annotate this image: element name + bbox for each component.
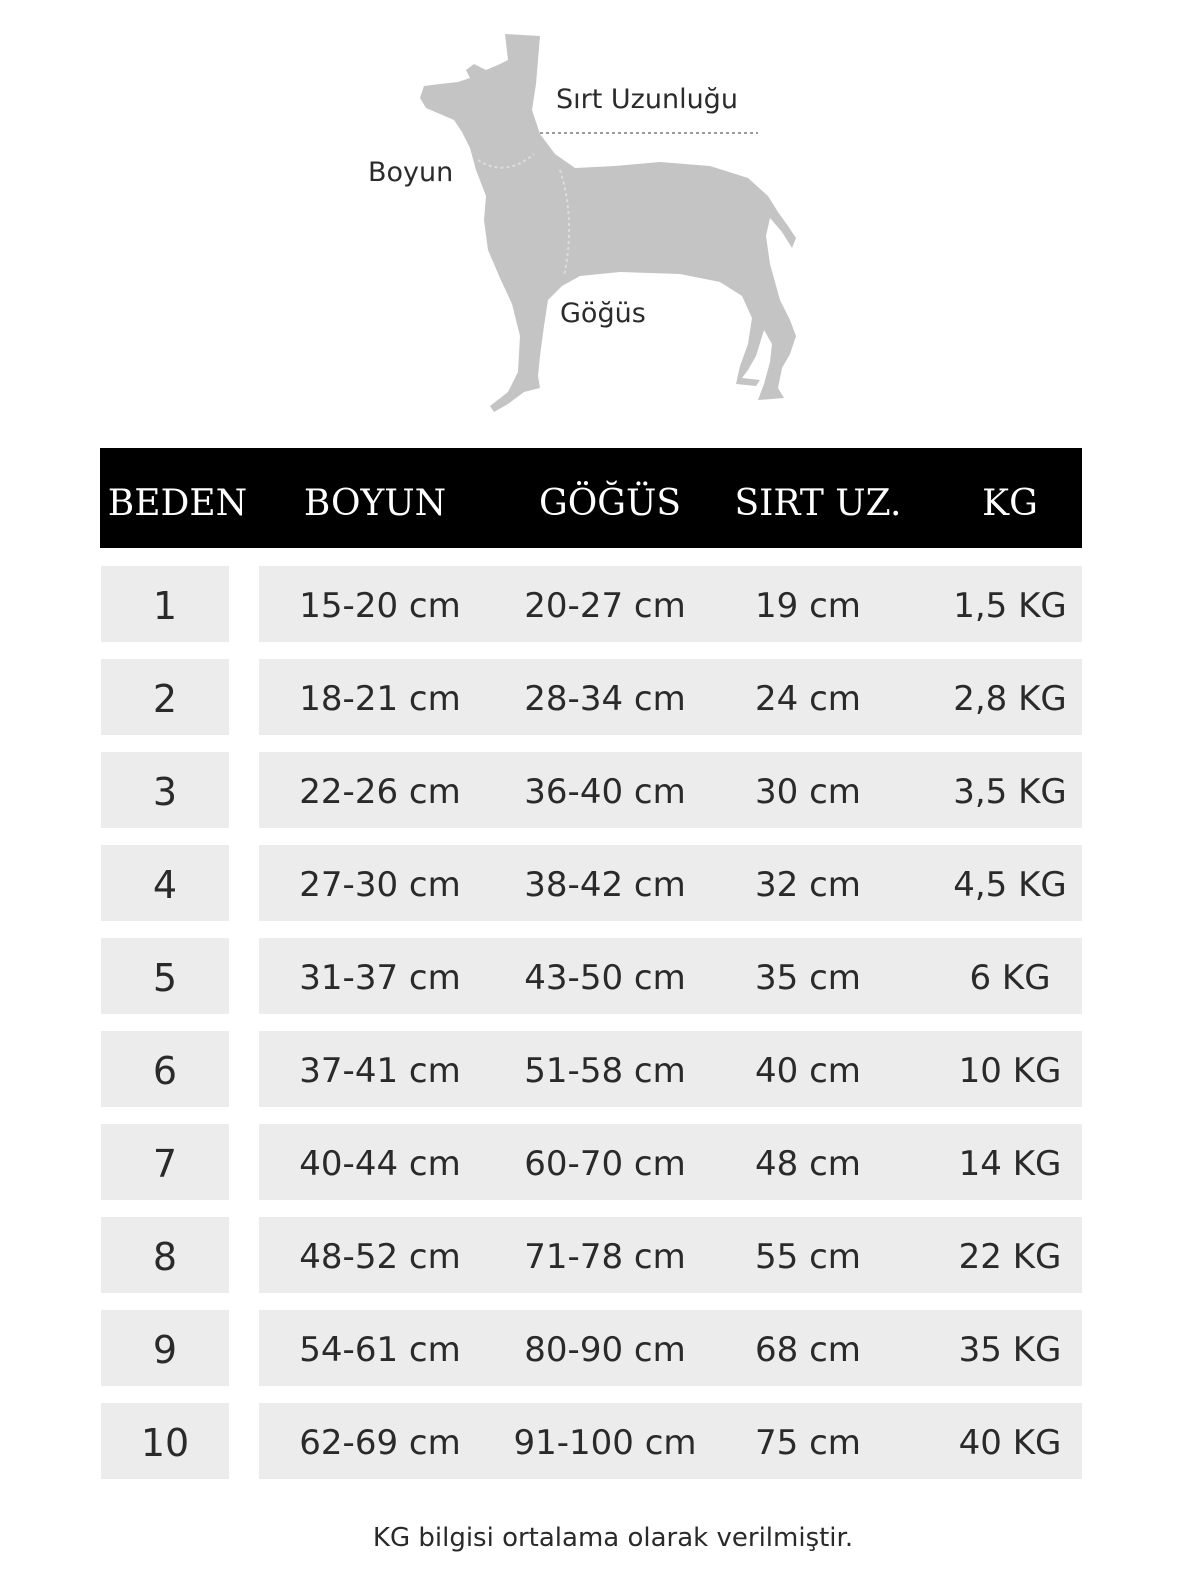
table-row — [0, 566, 1200, 642]
chest-cell: 36-40 cm — [524, 772, 686, 812]
weight-cell: 40 KG — [958, 1423, 1062, 1463]
neck-cell: 62-69 cm — [299, 1423, 461, 1463]
neck-cell: 37-41 cm — [299, 1051, 461, 1091]
size-cell: 7 — [152, 1142, 178, 1186]
back-length-cell: 32 cm — [755, 865, 861, 905]
back-length-cell: 24 cm — [755, 679, 861, 719]
neck-cell: 27-30 cm — [299, 865, 461, 905]
neck-cell: 31-37 cm — [299, 958, 461, 998]
size-cell: 4 — [152, 863, 178, 907]
weight-cell: 4,5 KG — [953, 865, 1067, 905]
size-cell: 5 — [152, 956, 178, 1000]
weight-cell: 14 KG — [958, 1144, 1062, 1184]
back-length-cell: 68 cm — [755, 1330, 861, 1370]
chest-cell: 20-27 cm — [524, 586, 686, 626]
size-cell: 6 — [152, 1049, 178, 1093]
weight-cell: 2,8 KG — [953, 679, 1067, 719]
weight-cell: 1,5 KG — [953, 586, 1067, 626]
table-row — [0, 845, 1200, 921]
header-chest: GÖĞÜS — [538, 483, 682, 524]
chest-cell: 80-90 cm — [524, 1330, 686, 1370]
chest-cell: 60-70 cm — [524, 1144, 686, 1184]
back-length-label: Sırt Uzunluğu — [556, 84, 738, 115]
size-cell: 1 — [152, 584, 178, 628]
chest-label: Göğüs — [560, 298, 646, 329]
dog-measurement-diagram — [0, 0, 1200, 440]
weight-cell: 35 KG — [958, 1330, 1062, 1370]
chest-cell: 38-42 cm — [524, 865, 686, 905]
weight-cell: 10 KG — [958, 1051, 1062, 1091]
neck-cell: 18-21 cm — [299, 679, 461, 719]
table-row — [0, 1031, 1200, 1107]
table-header — [100, 448, 1082, 548]
table-row — [0, 1310, 1200, 1386]
neck-cell: 54-61 cm — [299, 1330, 461, 1370]
neck-cell: 22-26 cm — [299, 772, 461, 812]
header-back-length: SIRT UZ. — [734, 483, 902, 524]
back-length-cell: 48 cm — [755, 1144, 861, 1184]
header-size: BEDEN — [107, 483, 248, 524]
neck-label: Boyun — [368, 157, 454, 188]
size-cell: 8 — [152, 1235, 178, 1279]
table-row — [0, 659, 1200, 735]
table-row — [0, 752, 1200, 828]
table-row — [0, 1124, 1200, 1200]
table-row — [0, 1403, 1200, 1479]
dog-silhouette-icon — [0, 0, 1200, 440]
neck-cell: 40-44 cm — [299, 1144, 461, 1184]
back-length-cell: 75 cm — [755, 1423, 861, 1463]
chest-cell: 43-50 cm — [524, 958, 686, 998]
weight-cell: 3,5 KG — [953, 772, 1067, 812]
weight-cell: 22 KG — [958, 1237, 1062, 1277]
size-cell: 3 — [152, 770, 178, 814]
back-length-cell: 30 cm — [755, 772, 861, 812]
chest-cell: 28-34 cm — [524, 679, 686, 719]
weight-cell: 6 KG — [969, 958, 1051, 998]
back-length-cell: 19 cm — [755, 586, 861, 626]
footnote: KG bilgisi ortalama olarak verilmiştir. — [372, 1523, 854, 1553]
chest-cell: 51-58 cm — [524, 1051, 686, 1091]
back-length-cell: 35 cm — [755, 958, 861, 998]
header-kg: KG — [982, 483, 1038, 524]
back-length-cell: 55 cm — [755, 1237, 861, 1277]
neck-cell: 48-52 cm — [299, 1237, 461, 1277]
header-neck: BOYUN — [303, 483, 447, 524]
back-length-cell: 40 cm — [755, 1051, 861, 1091]
table-row — [0, 1217, 1200, 1293]
size-cell: 2 — [152, 677, 178, 721]
chest-cell: 71-78 cm — [524, 1237, 686, 1277]
chest-cell: 91-100 cm — [513, 1423, 697, 1463]
table-row — [0, 938, 1200, 1014]
neck-cell: 15-20 cm — [299, 586, 461, 626]
size-cell: 9 — [152, 1328, 178, 1372]
size-cell: 10 — [140, 1421, 190, 1465]
